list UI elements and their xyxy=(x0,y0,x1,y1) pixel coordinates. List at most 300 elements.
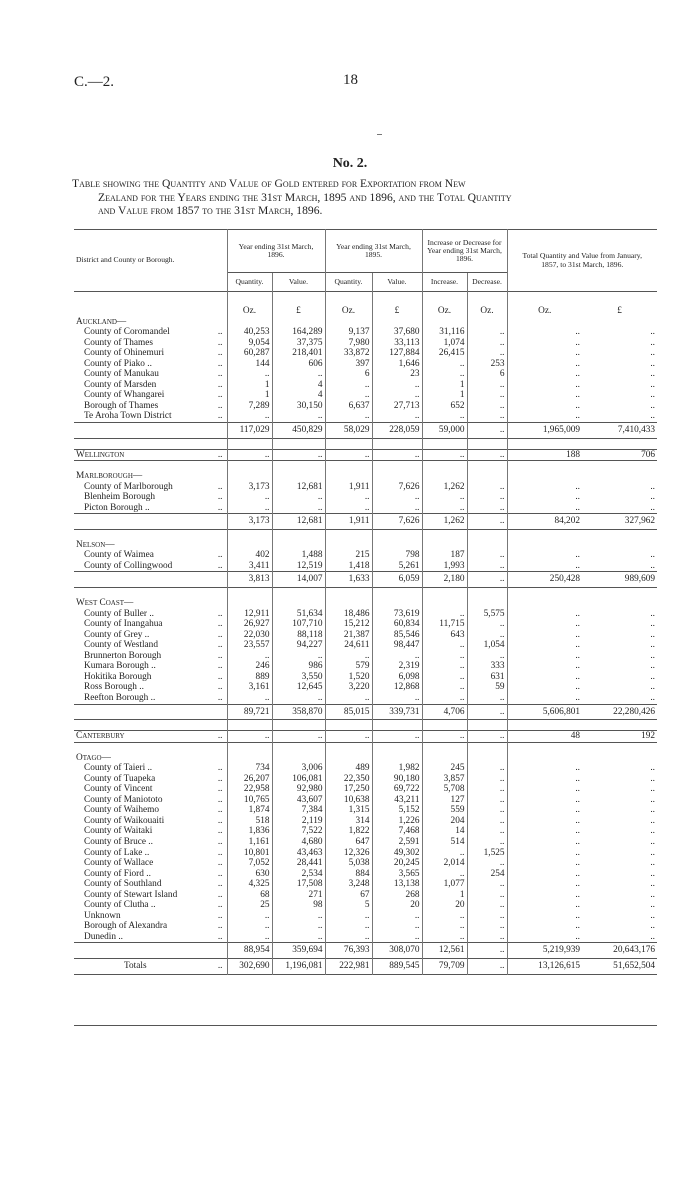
region-row xyxy=(74,731,657,743)
table-row xyxy=(74,338,657,349)
table-row xyxy=(74,921,657,932)
cell-value: 1,836 xyxy=(227,826,272,837)
cell-value: .. xyxy=(422,609,467,620)
cell-value: .. xyxy=(422,503,467,514)
cell-value: .. xyxy=(507,763,582,774)
cell-value: .. xyxy=(422,911,467,922)
region-name: Auckland— xyxy=(76,316,127,327)
leader-dots: .. xyxy=(217,619,223,630)
cell-value: .. xyxy=(272,411,325,422)
table-row xyxy=(74,369,657,380)
cell-value: .. xyxy=(650,608,656,619)
table-row xyxy=(74,359,657,370)
row-label xyxy=(74,911,227,922)
subtotal-value: 7,410,433 xyxy=(617,425,656,436)
value-header: Value. xyxy=(372,273,422,292)
row-label-text: County of Waikouaiti xyxy=(84,815,165,826)
subtotal-value: 59,000 xyxy=(422,423,467,439)
cell-value: .. xyxy=(272,932,325,943)
row-label xyxy=(74,492,227,503)
cell-value: .. xyxy=(422,921,467,932)
gold-export-table xyxy=(74,229,657,975)
cell-value: 489 xyxy=(325,763,372,774)
cell-value: .. xyxy=(325,731,372,743)
cell-value: .. xyxy=(650,327,656,338)
cell-value: .. xyxy=(650,682,656,693)
subtotal-row xyxy=(74,423,657,439)
table-row xyxy=(74,869,657,880)
subtotal-spacer xyxy=(74,943,227,959)
cell-value: 14 xyxy=(422,826,467,837)
cell-value: 48 xyxy=(507,731,582,743)
leader-dots: .. xyxy=(217,794,223,805)
row-label xyxy=(74,816,227,827)
cell-value: 33,872 xyxy=(325,348,372,359)
cell-value: .. xyxy=(372,911,422,922)
row-label-text: County of Taieri .. xyxy=(84,763,153,774)
cell-value: .. xyxy=(507,661,582,672)
leader-dots: .. xyxy=(217,815,223,826)
row-label-text: County of Manukau xyxy=(84,369,159,380)
row-label-text: Ross Borough .. xyxy=(84,682,144,693)
cell-value: 23 xyxy=(372,369,422,380)
row-label xyxy=(74,682,227,693)
row-label xyxy=(74,327,227,338)
cell-value: .. xyxy=(650,369,656,380)
cell-value: .. xyxy=(650,931,656,942)
cell-value: 107,710 xyxy=(272,619,325,630)
cell-value: 1,315 xyxy=(325,805,372,816)
cell-value: .. xyxy=(650,868,656,879)
row-label-text: Canterbury xyxy=(76,731,125,742)
cell-value: .. xyxy=(650,815,656,826)
subtotal-spacer xyxy=(74,423,227,439)
cell-value: .. xyxy=(650,502,656,513)
cell-value: .. xyxy=(422,492,467,503)
cell-value: 333 xyxy=(467,661,507,672)
year1896-header: Year ending 31st March, 1896. xyxy=(227,230,325,273)
row-label-text: County of Stewart Island xyxy=(84,889,178,900)
row-label-text: County of Westland xyxy=(84,640,158,651)
cell-value: .. xyxy=(325,651,372,662)
cell-value: .. xyxy=(372,731,422,743)
cell-value: 1 xyxy=(422,380,467,391)
cell-value: 314 xyxy=(325,816,372,827)
row-label-text: Dunedin .. xyxy=(84,931,123,942)
cell-value: 3,550 xyxy=(272,672,325,683)
cell-value: .. xyxy=(227,921,272,932)
row-label-text: County of Inangahua xyxy=(84,619,163,630)
row-label xyxy=(74,609,227,620)
table-row xyxy=(74,348,657,359)
cell-value: .. xyxy=(507,338,582,349)
subtotal-value: 1,633 xyxy=(325,572,372,588)
cell-value: .. xyxy=(650,889,656,900)
cell-value: .. xyxy=(227,911,272,922)
cell-value: .. xyxy=(650,671,656,682)
cell-value: .. xyxy=(422,731,467,743)
cell-value: 2,119 xyxy=(272,816,325,827)
cell-value: .. xyxy=(507,369,582,380)
row-label xyxy=(74,380,227,391)
value-header: Value. xyxy=(272,273,325,292)
cell-value: .. xyxy=(467,449,507,461)
leader-dots: .. xyxy=(217,900,223,911)
cell-value: 40,253 xyxy=(227,327,272,338)
table-row xyxy=(74,411,657,422)
row-label-text: Brunnerton Borough xyxy=(84,650,162,661)
row-label xyxy=(74,561,227,572)
table-row xyxy=(74,327,657,338)
spacer-row xyxy=(74,461,657,472)
row-label xyxy=(74,890,227,901)
spacer-row xyxy=(74,529,657,540)
table-row xyxy=(74,837,657,848)
cell-value: .. xyxy=(467,380,507,391)
cell-value: 1,074 xyxy=(422,338,467,349)
cell-value: .. xyxy=(507,327,582,338)
cell-value: .. xyxy=(507,640,582,651)
cell-value: .. xyxy=(507,561,582,572)
region-heading-row xyxy=(74,753,657,764)
row-label-text: County of Collingwood xyxy=(84,560,173,571)
row-label-text: County of Piako .. xyxy=(84,358,152,369)
cell-value: 1,226 xyxy=(372,816,422,827)
cell-value: .. xyxy=(650,836,656,847)
cell-value: 254 xyxy=(467,869,507,880)
cell-value: 26,207 xyxy=(227,774,272,785)
leader-dots: .. xyxy=(217,369,223,380)
leader-dots: .. xyxy=(217,492,223,503)
table-row xyxy=(74,693,657,704)
incdec-header: Increase or Decrease for Year ending 31st March, 1896. xyxy=(422,230,507,273)
cell-value: .. xyxy=(467,651,507,662)
row-label xyxy=(74,651,227,662)
cell-value: .. xyxy=(272,731,325,743)
row-label-text: Blenheim Borough xyxy=(84,492,156,503)
subtotal-value: 5,219,939 xyxy=(507,943,582,959)
cell-value: .. xyxy=(650,661,656,672)
cell-value: 59 xyxy=(467,682,507,693)
cell-value: .. xyxy=(507,837,582,848)
unit-label: Oz. xyxy=(467,306,507,317)
cell-value: 3,248 xyxy=(325,879,372,890)
cell-value: .. xyxy=(650,763,656,774)
cell-value: 26,927 xyxy=(227,619,272,630)
cell-value: 6 xyxy=(325,369,372,380)
cell-value: .. xyxy=(650,858,656,869)
cell-value: .. xyxy=(507,774,582,785)
cell-value: .. xyxy=(467,932,507,943)
cell-value: 734 xyxy=(227,763,272,774)
cell-value: 884 xyxy=(325,869,372,880)
cell-value: .. xyxy=(422,869,467,880)
leader-dots: .. xyxy=(217,931,223,942)
table-row xyxy=(74,609,657,620)
cell-value: .. xyxy=(507,609,582,620)
cell-value: 518 xyxy=(227,816,272,827)
cell-value: 2,319 xyxy=(372,661,422,672)
unit-label: Oz. xyxy=(227,306,272,317)
leader-dots: .. xyxy=(217,502,223,513)
cell-value: 6,098 xyxy=(372,672,422,683)
grand-total-value: 1,196,081 xyxy=(272,958,325,974)
cell-value: .. xyxy=(422,369,467,380)
unit-label: £ xyxy=(372,306,422,317)
table-row xyxy=(74,932,657,943)
cell-value: 94,227 xyxy=(272,640,325,651)
leader-dots: .. xyxy=(217,379,223,390)
cell-value: 606 xyxy=(272,359,325,370)
subtotal-value: 22,280,426 xyxy=(613,706,656,717)
cell-value: 85,546 xyxy=(372,630,422,641)
cell-value: 43,607 xyxy=(272,795,325,806)
cell-value: .. xyxy=(467,890,507,901)
row-label xyxy=(74,672,227,683)
row-label xyxy=(74,550,227,561)
cell-value: .. xyxy=(325,492,372,503)
cell-value: 889 xyxy=(227,672,272,683)
leader-dots: .. xyxy=(217,661,223,672)
cell-value: .. xyxy=(507,890,582,901)
cell-value: 5 xyxy=(325,900,372,911)
cell-value: .. xyxy=(650,560,656,571)
region-name: Nelson— xyxy=(76,539,115,550)
cell-value: .. xyxy=(507,921,582,932)
row-label xyxy=(74,774,227,785)
units-row xyxy=(74,306,657,317)
leader-dots: .. xyxy=(217,650,223,661)
cell-value: 1,262 xyxy=(422,482,467,493)
cell-value: .. xyxy=(227,932,272,943)
cell-value: 2,591 xyxy=(372,837,422,848)
row-label xyxy=(74,390,227,401)
cell-value: .. xyxy=(325,411,372,422)
cell-value: .. xyxy=(467,774,507,785)
leader-dots: .. xyxy=(217,805,223,816)
increase-header: Increase. xyxy=(422,273,467,292)
cell-value: .. xyxy=(650,773,656,784)
cell-value: 2,534 xyxy=(272,869,325,880)
row-label-text: Wellington xyxy=(76,449,125,460)
cell-value: 127,884 xyxy=(372,348,422,359)
table-row xyxy=(74,858,657,869)
table-row xyxy=(74,390,657,401)
region-heading-row xyxy=(74,471,657,482)
cell-value: .. xyxy=(507,348,582,359)
subtotal-value: 1,965,009 xyxy=(507,423,582,439)
cell-value: 1,874 xyxy=(227,805,272,816)
cell-value: 3,411 xyxy=(227,561,272,572)
subtotal-value: .. xyxy=(467,943,507,959)
subtotal-value: 85,015 xyxy=(325,704,372,720)
cell-value: 271 xyxy=(272,890,325,901)
cell-value: .. xyxy=(372,693,422,704)
subtotal-value: 1,262 xyxy=(422,514,467,530)
cell-value: 17,250 xyxy=(325,784,372,795)
table-number: No. 2. xyxy=(332,156,368,171)
row-label-text: County of Marsden xyxy=(84,379,157,390)
cell-value: .. xyxy=(467,630,507,641)
cell-value: 18,486 xyxy=(325,609,372,620)
cell-value: .. xyxy=(507,630,582,641)
cell-value: .. xyxy=(650,805,656,816)
cell-value: 1 xyxy=(227,380,272,391)
cell-value: .. xyxy=(507,805,582,816)
row-label-text: Te Aroha Town District xyxy=(84,411,172,422)
leader-dots: .. xyxy=(217,682,223,693)
grand-total-value: 79,709 xyxy=(422,958,467,974)
cell-value: 1,077 xyxy=(422,879,467,890)
cell-value: .. xyxy=(467,561,507,572)
row-label-text: County of Wallace xyxy=(84,858,154,869)
table-row xyxy=(74,890,657,901)
grand-total-value: .. xyxy=(467,958,507,974)
cell-value: .. xyxy=(507,879,582,890)
row-label xyxy=(74,503,227,514)
cell-value: 9,054 xyxy=(227,338,272,349)
row-label-text: Reefton Borough .. xyxy=(84,692,156,703)
cell-value: 3,161 xyxy=(227,682,272,693)
cell-value: .. xyxy=(372,503,422,514)
cell-value: 798 xyxy=(372,550,422,561)
cell-value: .. xyxy=(650,390,656,401)
leader-dots: .. xyxy=(217,327,223,338)
cell-value: .. xyxy=(467,805,507,816)
row-label xyxy=(74,848,227,859)
leader-dots: .. xyxy=(217,400,223,411)
row-label xyxy=(74,837,227,848)
leader-dots: .. xyxy=(217,858,223,869)
units-spacer xyxy=(74,306,227,317)
subtotal-value: .. xyxy=(467,704,507,720)
cell-value: 10,801 xyxy=(227,848,272,859)
cell-value: .. xyxy=(650,921,656,932)
row-label-text: County of Waihemo xyxy=(84,805,159,816)
subtotal-value: 339,731 xyxy=(372,704,422,720)
subtotal-value: 4,706 xyxy=(422,704,467,720)
cell-value: .. xyxy=(467,482,507,493)
cell-value: 73,619 xyxy=(372,609,422,620)
cell-value: 1 xyxy=(227,390,272,401)
cell-value: .. xyxy=(422,661,467,672)
row-label-text: County of Whangarei xyxy=(84,390,165,401)
row-label-text: Picton Borough .. xyxy=(84,502,150,513)
spacer-row xyxy=(74,742,657,753)
cell-value: .. xyxy=(507,932,582,943)
cell-value: 12,519 xyxy=(272,561,325,572)
table-row xyxy=(74,401,657,412)
row-label xyxy=(74,661,227,672)
cell-value: .. xyxy=(467,619,507,630)
table-row xyxy=(74,795,657,806)
page-number: 18 xyxy=(343,72,358,88)
row-label xyxy=(74,449,227,461)
cell-value: .. xyxy=(325,921,372,932)
row-label xyxy=(74,619,227,630)
row-label xyxy=(74,900,227,911)
row-label xyxy=(74,826,227,837)
subtotal-value: 6,059 xyxy=(372,572,422,588)
row-label-text: County of Buller .. xyxy=(84,608,154,619)
cell-value: .. xyxy=(467,411,507,422)
cell-value: 25 xyxy=(227,900,272,911)
cell-value: 26,415 xyxy=(422,348,467,359)
cell-value: 514 xyxy=(422,837,467,848)
cell-value: .. xyxy=(325,932,372,943)
cell-value: 9,137 xyxy=(325,327,372,338)
cell-value: .. xyxy=(650,411,656,422)
cell-value: 27,713 xyxy=(372,401,422,412)
subtotal-value: 84,202 xyxy=(507,514,582,530)
cell-value: .. xyxy=(650,910,656,921)
cell-value: 1,161 xyxy=(227,837,272,848)
cell-value: 643 xyxy=(422,630,467,641)
cell-value: 68 xyxy=(227,890,272,901)
cell-value: 20 xyxy=(422,900,467,911)
cell-value: 12,911 xyxy=(227,609,272,620)
cell-value: .. xyxy=(422,449,467,461)
cell-value: 253 xyxy=(467,359,507,370)
cell-value: .. xyxy=(467,795,507,806)
row-label xyxy=(74,338,227,349)
cell-value: .. xyxy=(507,900,582,911)
row-label xyxy=(74,731,227,743)
cell-value: .. xyxy=(372,380,422,391)
cell-value: .. xyxy=(507,672,582,683)
cell-value: 24,611 xyxy=(325,640,372,651)
subtotal-value: 228,059 xyxy=(372,423,422,439)
cell-value: 67 xyxy=(325,890,372,901)
grand-total-value: 302,690 xyxy=(227,958,272,974)
subtotal-value: 20,643,176 xyxy=(613,945,656,956)
cell-value: 3,857 xyxy=(422,774,467,785)
cell-value: .. xyxy=(467,784,507,795)
cell-value: 3,006 xyxy=(272,763,325,774)
cell-value: .. xyxy=(467,338,507,349)
cell-value: 23,557 xyxy=(227,640,272,651)
row-label-text: County of Bruce .. xyxy=(84,836,153,847)
cell-value: .. xyxy=(325,911,372,922)
leader-dots: .. xyxy=(217,826,223,837)
cell-value: 98,447 xyxy=(372,640,422,651)
cell-value: 7,289 xyxy=(227,401,272,412)
leader-dots: .. xyxy=(217,731,223,742)
cell-value: 12,326 xyxy=(325,848,372,859)
cell-value: 1,822 xyxy=(325,826,372,837)
cell-value: 12,681 xyxy=(272,482,325,493)
cell-value: .. xyxy=(507,816,582,827)
row-label xyxy=(74,411,227,422)
row-label xyxy=(74,630,227,641)
row-label xyxy=(74,359,227,370)
row-label xyxy=(74,401,227,412)
cell-value: .. xyxy=(467,550,507,561)
leader-dots: .. xyxy=(217,481,223,492)
cell-value: .. xyxy=(650,900,656,911)
unit-label: Oz. xyxy=(422,306,467,317)
table-caption xyxy=(72,177,657,218)
cell-value: 12,868 xyxy=(372,682,422,693)
cell-value: 15,212 xyxy=(325,619,372,630)
cell-value: .. xyxy=(507,858,582,869)
cell-value: .. xyxy=(422,359,467,370)
cell-value: .. xyxy=(372,411,422,422)
subtotal-value: .. xyxy=(467,572,507,588)
cell-value: .. xyxy=(227,449,272,461)
region-row xyxy=(74,449,657,461)
row-label xyxy=(74,482,227,493)
